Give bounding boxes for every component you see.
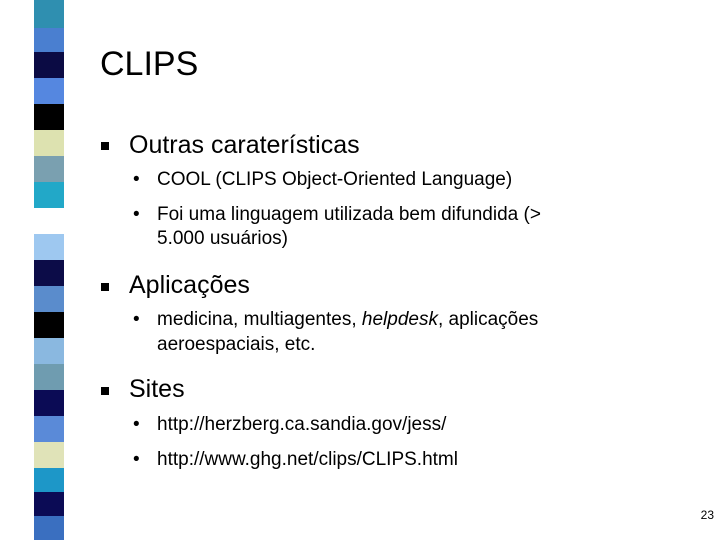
sub-bullet-text: Foi uma linguagem utilizada bem difundida (> [157,204,541,225]
stripe-block [34,364,64,390]
stripe-block [34,338,64,364]
stripe-block [34,52,64,78]
stripe-block [34,468,64,492]
sub-bullet-continuation: 5.000 usuários) [157,228,288,249]
dot-bullet-icon: • [133,204,140,225]
stripe-block [34,130,64,156]
stripe-block [34,260,64,286]
stripe-block [34,286,64,312]
square-bullet-icon [101,142,109,150]
sub-bullet-text-part: medicina, multiagentes, [157,309,362,330]
stripe-block [34,390,64,416]
dot-bullet-icon: • [133,449,140,470]
page-number: 23 [700,508,714,522]
sub-bullet-link[interactable]: http://herzberg.ca.sandia.gov/jess/ [157,414,447,435]
sub-bullet-link[interactable]: http://www.ghg.net/clips/CLIPS.html [157,449,458,470]
square-bullet-icon [101,283,109,291]
dot-bullet-icon: • [133,309,140,330]
slide-title: CLIPS [100,45,199,83]
stripe-block [34,234,64,260]
stripe-block [34,516,64,540]
emphasized-term: helpdesk [361,309,438,330]
square-bullet-icon [101,387,109,395]
stripe-block [34,208,64,234]
stripe-block [34,28,64,52]
bullet-text: Aplicações [129,271,250,299]
stripe-block [34,104,64,130]
stripe-block [34,492,64,516]
sub-bullet-text-part: , aplicações [437,309,539,330]
stripe-block [34,312,64,338]
stripe-block [34,442,64,468]
bullet-text: Sites [129,375,185,403]
stripe-block [34,156,64,182]
sub-bullet-text [157,308,538,331]
sub-bullet-text: COOL (CLIPS Object-Oriented Language) [157,169,513,190]
stripe-block [34,182,64,208]
bullet-text: Outras caraterísticas [129,131,360,159]
dot-bullet-icon: • [133,169,140,190]
stripe-block [34,78,64,104]
sub-bullet-continuation: aeroespaciais, etc. [157,334,316,355]
stripe-block [34,0,64,28]
decorative-stripe [34,0,64,540]
stripe-block [34,416,64,442]
dot-bullet-icon: • [133,414,140,435]
